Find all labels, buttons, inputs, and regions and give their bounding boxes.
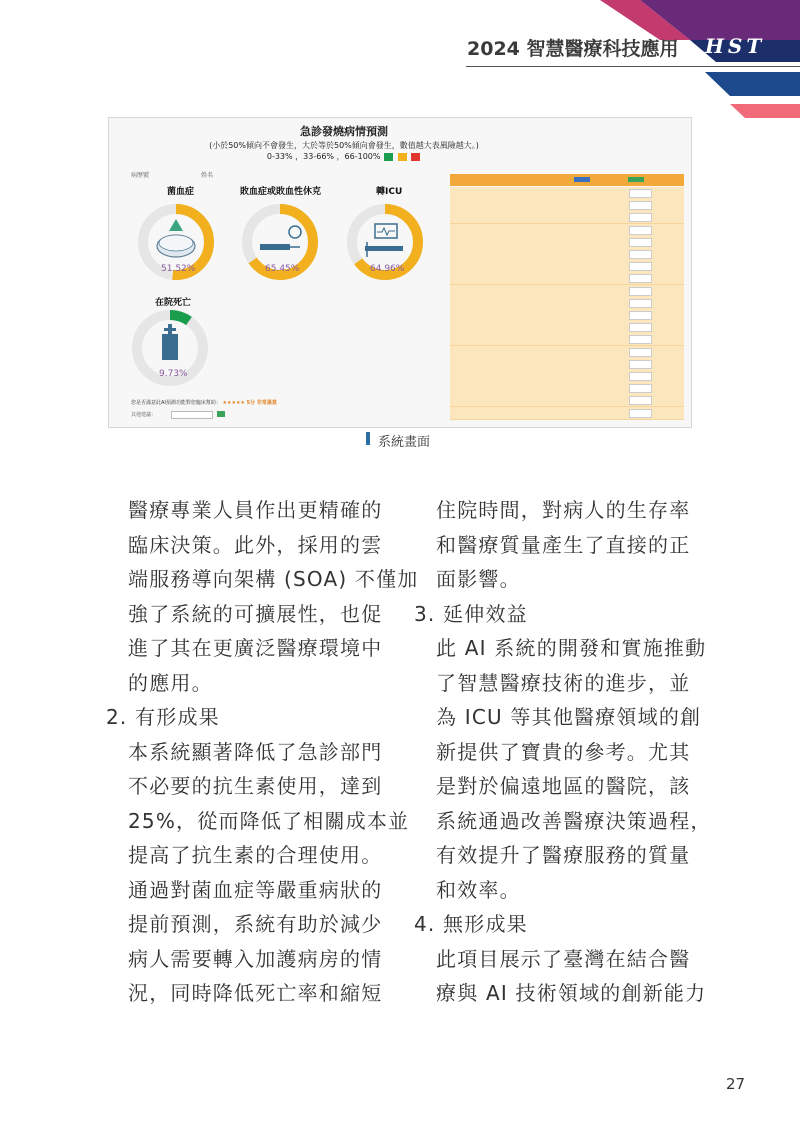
syringe-icon <box>260 226 301 250</box>
risk-label-bacteremia: 菌血症 <box>167 187 195 197</box>
text-line: 為 ICU 等其他醫療領域的創 <box>436 705 702 729</box>
text-line: 提高了抗生素的合理使用。 <box>128 843 383 867</box>
text-line: 了智慧醫療技術的進步，並 <box>436 670 691 695</box>
feedback-stars[interactable]: ★★★★★ 5分 非常滿意 <box>222 400 277 406</box>
risk-label-icu: 轉ICU <box>376 187 403 197</box>
text-line: 的應用。 <box>128 670 213 695</box>
text-line: 4. 無形成果 <box>414 912 528 936</box>
text-line: 面影響。 <box>436 567 521 591</box>
table-value-field[interactable] <box>629 372 652 381</box>
table-row <box>450 382 684 395</box>
risk-label-sepsis: 敗血症或敗血性休克 <box>240 187 322 197</box>
text-line: 療與 AI 技術領域的創新能力 <box>436 981 707 1005</box>
bacteremia-percent: 51.52% <box>161 264 196 274</box>
table-row <box>450 346 684 359</box>
clinical-table-header <box>450 174 684 186</box>
table-row <box>450 394 684 407</box>
caption-marker <box>366 432 370 445</box>
text-line: 2. 有形成果 <box>106 705 220 729</box>
text-line: 有效提升了醫療服務的質量 <box>436 843 691 867</box>
text-line: 病人需要轉入加護病房的情 <box>128 946 383 971</box>
table-value-field[interactable] <box>629 335 652 344</box>
sepsis-percent: 65.45% <box>265 264 300 274</box>
legend-text: 0-33% ，33-66% ，66-100% <box>266 152 381 161</box>
text-line: 新提供了寶貴的參考。尤其 <box>436 739 691 764</box>
icu-percent: 64.96% <box>370 264 405 274</box>
table-row <box>450 358 684 371</box>
figure-title: 急診發燒病情預測 <box>300 125 388 138</box>
patient-name-label: 姓名 <box>201 172 214 179</box>
header-chip-2 <box>628 177 644 182</box>
patient-id-label: 病歷號 <box>131 172 150 179</box>
table-value-field[interactable] <box>629 360 652 369</box>
right-text-column <box>414 493 712 1011</box>
text-line: 此項目展示了臺灣在結合醫 <box>436 946 691 971</box>
table-value-field[interactable] <box>629 311 652 320</box>
text-line: 本系統顯著降低了急診部門 <box>128 739 383 764</box>
table-row <box>450 211 684 224</box>
table-row <box>450 224 684 237</box>
table-value-field[interactable] <box>629 274 652 283</box>
text-line: 提前預測，系統有助於減少 <box>128 912 383 936</box>
table-value-field[interactable] <box>629 409 652 418</box>
table-row <box>450 272 684 285</box>
table-value-field[interactable] <box>629 213 652 222</box>
table-row <box>450 309 684 322</box>
text-line: 和醫療質量產生了直接的正 <box>436 532 691 557</box>
text-line: 和效率。 <box>436 877 521 902</box>
table-value-field[interactable] <box>629 226 652 235</box>
legend-red-swatch <box>411 153 420 161</box>
risk-label-mortality: 在院死亡 <box>155 298 192 308</box>
header-rule <box>466 66 800 67</box>
figure-legend <box>109 151 579 162</box>
suggestion-input[interactable] <box>171 411 213 419</box>
table-value-field[interactable] <box>629 396 652 405</box>
text-line: 3. 延伸效益 <box>414 601 528 626</box>
table-value-field[interactable] <box>629 238 652 247</box>
mortality-percent: 9.73% <box>159 369 188 379</box>
text-line: 強了系統的可擴展性，也促 <box>128 601 383 626</box>
hst-logo: HST <box>705 34 766 58</box>
system-screenshot <box>108 117 692 428</box>
page-number: 27 <box>726 1075 746 1093</box>
text-line: 此 AI 系統的開發和實施推動 <box>436 636 707 660</box>
left-text-column <box>106 493 419 1011</box>
table-value-field[interactable] <box>629 201 652 210</box>
text-line: 是對於偏遠地區的醫院，該 <box>436 774 691 798</box>
figure-subtitle: (小於50%傾向不會發生，大於等於50%傾向會發生，數值越大表風險越大。) <box>209 141 479 150</box>
text-line: 況，同時降低死亡率和縮短 <box>128 981 383 1005</box>
table-row <box>450 333 684 346</box>
table-value-field[interactable] <box>629 250 652 259</box>
text-line: 不必要的抗生素使用，達到 <box>128 774 383 798</box>
table-row <box>450 236 684 249</box>
legend-yellow-swatch <box>398 153 407 161</box>
tombstone-icon <box>162 324 178 360</box>
table-value-field[interactable] <box>629 299 652 308</box>
hospital-bed-icon <box>365 224 403 257</box>
table-row <box>450 187 684 200</box>
table-row <box>450 248 684 261</box>
feedback-question: 您是否滿意此AI預測功能對您臨床幫助： <box>131 400 221 406</box>
text-line: 醫療專業人員作出更精確的 <box>128 498 383 522</box>
table-row <box>450 407 684 420</box>
table-value-field[interactable] <box>629 384 652 393</box>
table-row <box>450 285 684 298</box>
running-header-title: 2024 智慧醫療科技應用 <box>467 38 679 60</box>
header-chip-1 <box>574 177 590 182</box>
table-row <box>450 297 684 310</box>
table-row <box>450 321 684 334</box>
table-value-field[interactable] <box>629 262 652 271</box>
table-row <box>450 260 684 273</box>
text-line: 25%，從而降低了相關成本並 <box>128 808 410 833</box>
feedback-line <box>131 399 277 406</box>
table-value-field[interactable] <box>629 189 652 198</box>
table-row <box>450 370 684 383</box>
petri-dish-icon <box>157 219 195 257</box>
text-line: 系統通過改善醫療決策過程， <box>436 808 712 833</box>
text-line: 臨床決策。此外，採用的雲 <box>128 532 383 557</box>
legend-green-swatch <box>384 153 393 161</box>
figure-caption: 系統畫面 <box>378 435 431 450</box>
header-decoration <box>0 0 800 130</box>
table-value-field[interactable] <box>629 323 652 332</box>
text-line: 進了其在更廣泛醫療環境中 <box>128 636 383 660</box>
text-line: 端服務導向架構 (SOA) 不僅加 <box>128 567 419 591</box>
table-row <box>450 199 684 212</box>
table-value-field[interactable] <box>629 348 652 357</box>
text-line: 住院時間，對病人的生存率 <box>436 498 691 522</box>
submit-button[interactable] <box>217 411 225 417</box>
other-suggestion-label: 其他建議： <box>131 412 157 418</box>
table-value-field[interactable] <box>629 287 652 296</box>
text-line: 通過對菌血症等嚴重病狀的 <box>128 877 383 902</box>
